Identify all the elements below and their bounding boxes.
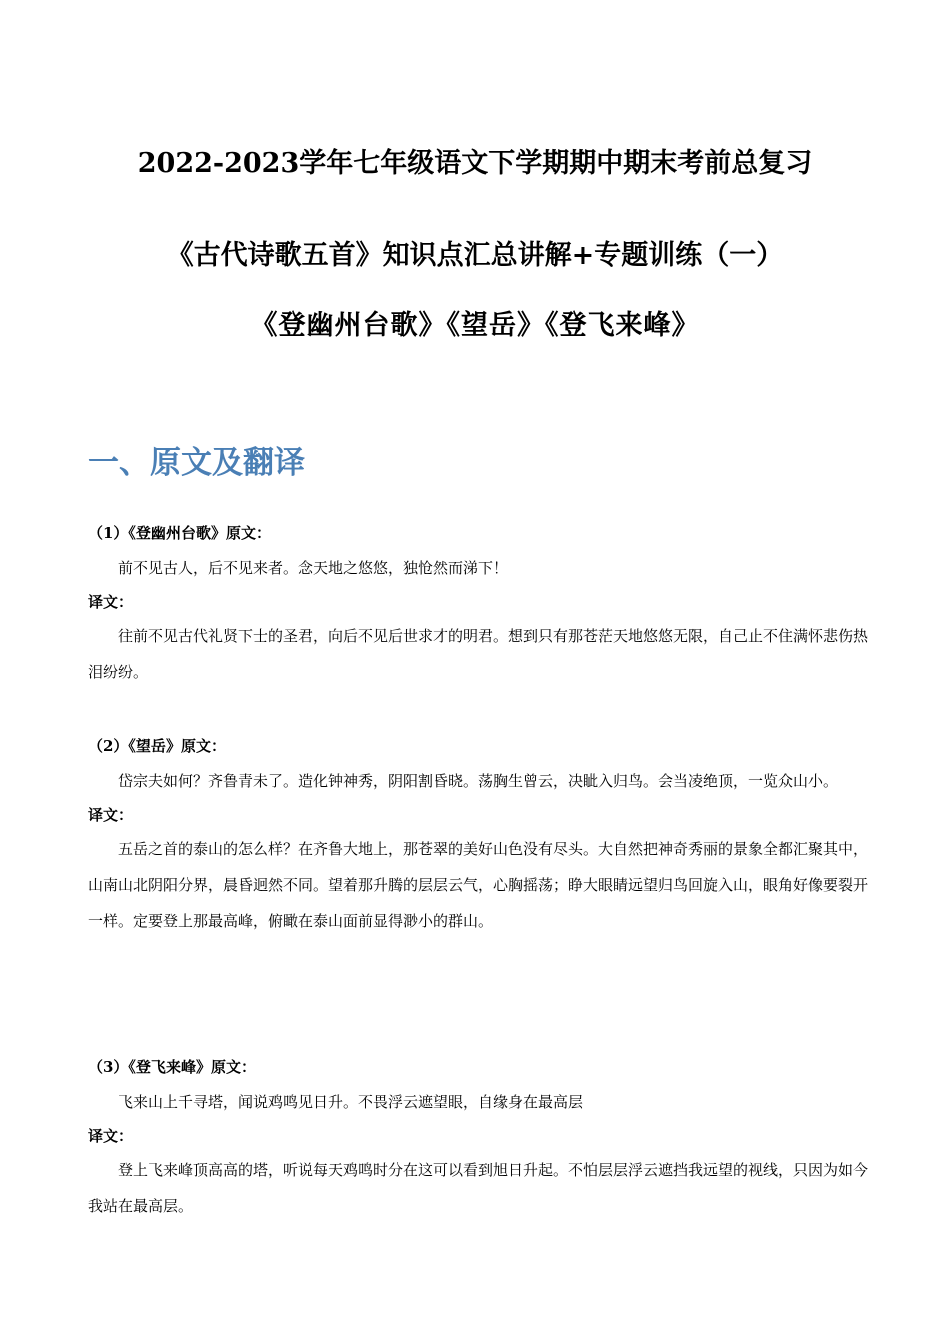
translation-label: 译文： bbox=[88, 593, 134, 611]
poem-translation-text: 往前不见古代礼贤下士的圣君，向后不见后世求才的明君。想到只有那苍茫天地悠悠无限，自己止不住满怀悲伤热泪纷纷。 bbox=[88, 627, 869, 681]
poem-heading: （1）《登幽州台歌》原文： bbox=[88, 524, 271, 542]
poem-original-text: 前不见古人，后不见来者。念天地之悠悠，独怆然而涕下！ bbox=[118, 559, 509, 577]
poem-original-text: 飞来山上千寻塔，闻说鸡鸣见日升。不畏浮云遮望眼，自缘身在最高层 bbox=[118, 1093, 584, 1111]
poem-translation-text: 五岳之首的泰山的怎么样？在齐鲁大地上，那苍翠的美好山色没有尽头。大自然把神奇秀丽的景象全都汇聚其中，山南山北阴阳分界，晨昏迥然不同。望着那升腾的层层云气，心胸摇荡；睁大眼睛远望归鸟回旋入山，眼角好像要裂开一样。定要登上那最高峰，俯瞰在泰山面前显得渺小的群山。 bbox=[88, 840, 869, 930]
translation-label: 译文： bbox=[88, 1127, 134, 1145]
document-title: 2022-2023学年七年级语文下学期期中期末考前总复习 bbox=[137, 148, 813, 179]
poem-original-text: 岱宗夫如何？齐鲁青未了。造化钟神秀，阴阳割昏晓。荡胸生曾云，决眦入归鸟。会当凌绝顶，一览众山小。 bbox=[118, 772, 839, 790]
poem-heading: （2）《望岳》原文： bbox=[88, 737, 226, 755]
document-subtitle: 《古代诗歌五首》知识点汇总讲解+专题训练（一） bbox=[166, 240, 784, 271]
poem-translation-text: 登上飞来峰顶高高的塔，听说每天鸡鸣时分在这可以看到旭日升起。不怕层层浮云遮挡我远望的视线，只因为如今我站在最高层。 bbox=[88, 1161, 869, 1215]
poem-block-2 bbox=[88, 736, 868, 939]
poem-block-1 bbox=[88, 523, 868, 690]
section-heading: 一、原文及翻译 bbox=[88, 445, 305, 481]
poem-block-3 bbox=[88, 1057, 868, 1224]
poem-list-title: 《登幽州台歌》《望岳》《登飞来峰》 bbox=[250, 310, 700, 341]
translation-label: 译文： bbox=[88, 806, 134, 824]
poem-heading: （3）《登飞来峰》原文： bbox=[88, 1058, 256, 1076]
